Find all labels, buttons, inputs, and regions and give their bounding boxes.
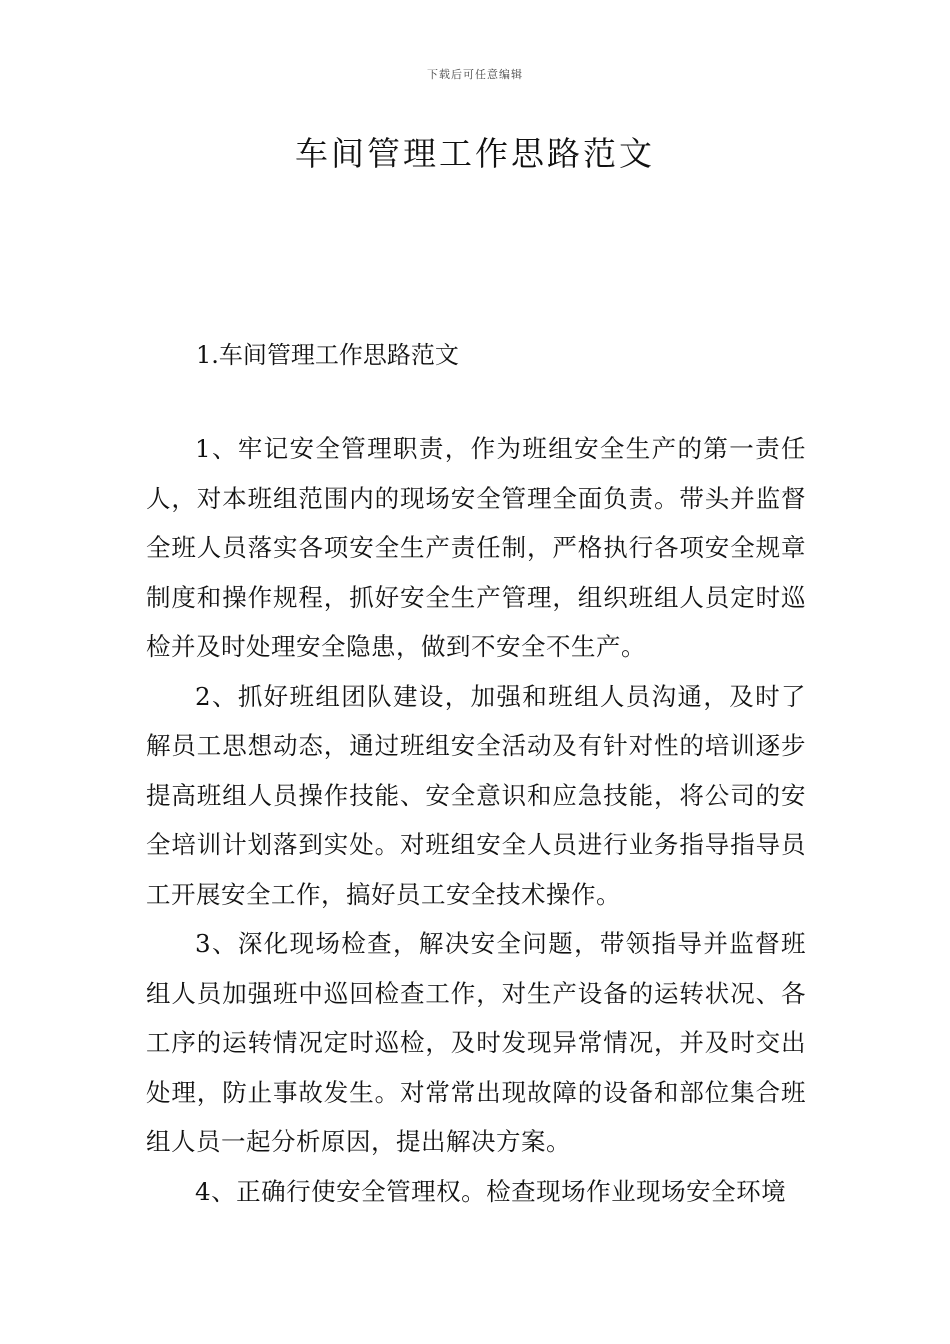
section-heading: 1.车间管理工作思路范文: [196, 341, 459, 369]
paragraph-4: 4、正确行使安全管理权。检查现场作业现场安全环境: [195, 1176, 787, 1206]
body-text: [146, 424, 806, 1216]
document-title: 车间管理工作思路范文: [295, 134, 655, 173]
paragraph-1: 1、牢记安全管理职责，作为班组安全生产的第一责任人，对本班组范围内的现场安全管理全面负责。带头并监督全班人员落实各项安全生产责任制，严格执行各项安全规章制度和操作规程，抓好安全生产管理，组织班组人员定时巡检并及时处理安全隐患，做到不安全不生产。: [146, 434, 806, 661]
paragraph-3: 3、深化现场检查，解决安全问题，带领指导并监督班组人员加强班中巡回检查工作，对生产设备的运转状况、各工序的运转情况定时巡检，及时发现异常情况，并及时交出处理，防止事故发生。对常常出现故障的设备和部位集合班组人员一起分析原因，提出解决方案。: [146, 929, 806, 1156]
header-note: 下载后可任意编辑: [427, 68, 523, 81]
paragraph-2: 2、抓好班组团队建设，加强和班组人员沟通，及时了解员工思想动态，通过班组安全活动及有针对性的培训逐步提高班组人员操作技能、安全意识和应急技能，将公司的安全培训计划落到实处。对班组安全人员进行业务指导指导员工开展安全工作，搞好员工安全技术操作。: [146, 681, 806, 909]
